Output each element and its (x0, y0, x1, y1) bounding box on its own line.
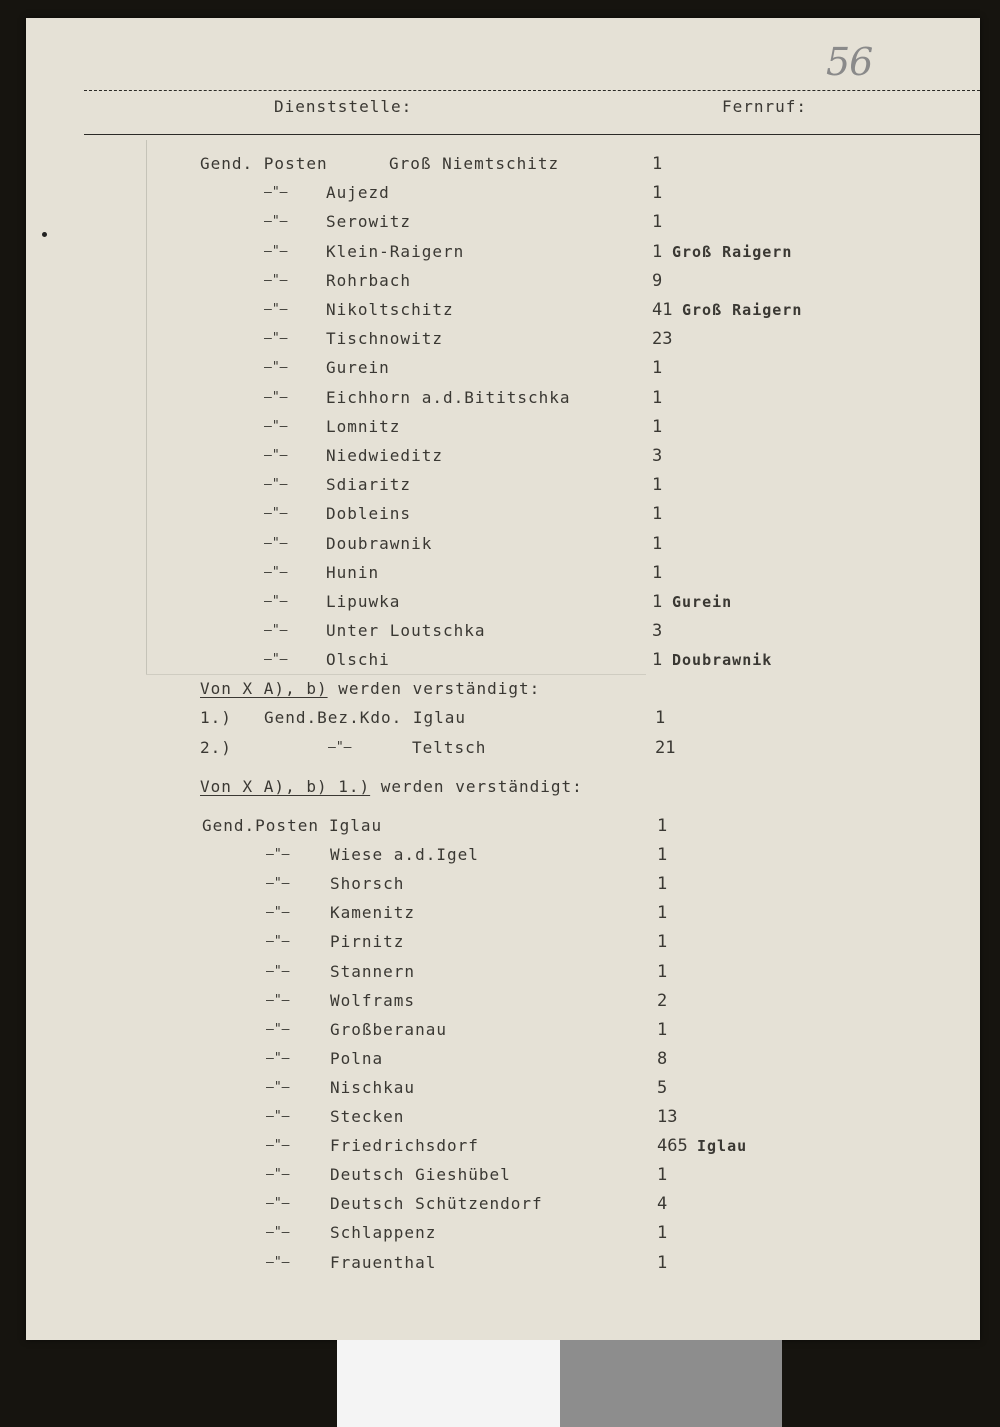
post-name: Iglau (329, 816, 383, 835)
post-name: Rohrbach (326, 270, 412, 290)
post-phone: 1 (652, 212, 663, 233)
ditto-mark: –"– (264, 418, 288, 434)
notice-1 (200, 679, 540, 699)
post-phone: 1 (652, 416, 663, 437)
post-name: Großberanau (330, 1019, 447, 1039)
post-name: Dobleins (326, 504, 412, 524)
ditto-mark: –"– (266, 1225, 290, 1241)
post-prefix: Gend. Posten (200, 154, 328, 173)
ditto-mark: –"– (328, 740, 352, 755)
ditto-mark: –"– (264, 652, 288, 668)
ditto-mark: –"– (266, 847, 290, 863)
post-name: Shorsch (330, 874, 405, 894)
post-name: Niedwieditz (326, 446, 443, 465)
post-name: Wiese a.d.Igel (330, 845, 479, 865)
ditto-mark: –"– (264, 594, 288, 609)
notice-2-ref: Von X A), b) 1.) (200, 777, 371, 796)
exchange-note: Groß Raigern (682, 301, 803, 319)
notified-2-index: 2.) (200, 738, 232, 757)
notified-1-phone: 1 (655, 708, 666, 728)
post-name: Olschi (326, 650, 390, 670)
notified-1-index: 1.) (200, 708, 232, 727)
ditto-mark: –"– (266, 934, 290, 950)
ditto-mark: –"– (266, 876, 290, 892)
ditto-mark: –"– (266, 1138, 290, 1154)
ditto-mark: –"– (264, 331, 288, 347)
post-phone: 1 (652, 504, 663, 525)
notice-2 (200, 777, 583, 797)
ditto-mark: –"– (266, 905, 290, 921)
ditto-mark: –"– (266, 1167, 290, 1183)
ditto-mark: –"– (264, 477, 288, 493)
exchange-note: Iglau (697, 1137, 748, 1156)
post-phone: 1 (652, 154, 663, 174)
header-bottom-rule (84, 134, 980, 135)
margin-guide-line (146, 140, 147, 674)
post-phone: 1 (657, 845, 668, 866)
ditto-mark: –"– (266, 1109, 290, 1124)
post-name: Doubrawnik (326, 533, 433, 553)
post-phone: 1 (652, 592, 663, 612)
post-phone: 23 (652, 329, 673, 350)
notice-2-text: werden verständigt: (370, 777, 583, 796)
ditto-mark: –"– (264, 448, 288, 463)
post-name: Schlappenz (330, 1223, 437, 1243)
post-phone: 4 (657, 1194, 668, 1215)
ditto-mark: –"– (264, 243, 288, 259)
notice-1-text: werden verständigt: (327, 679, 541, 698)
ditto-mark: –"– (264, 214, 288, 230)
post-phone: 1 (652, 533, 663, 554)
post-name: Nischkau (330, 1077, 416, 1097)
margin-guide-bottom (146, 674, 646, 675)
ditto-mark: –"– (264, 564, 288, 580)
notified-1-text: Gend.Bez.Kdo. Iglau (264, 708, 467, 727)
post-phone: 465 (657, 1136, 688, 1157)
post-phone: 3 (652, 621, 663, 642)
post-name: Aujezd (326, 183, 390, 203)
post-name: Groß Niemtschitz (389, 154, 560, 173)
post-phone: 1 (652, 650, 663, 671)
post-phone: 2 (657, 990, 668, 1011)
post-name: Lomnitz (326, 416, 401, 436)
post-phone: 1 (657, 874, 668, 895)
post-name: Lipuwka (326, 592, 401, 611)
post-name: Frauenthal (330, 1252, 437, 1272)
post-phone: 1 (652, 475, 663, 496)
post-phone: 1 (657, 816, 668, 836)
ditto-mark: –"– (264, 185, 288, 201)
ditto-mark: –"– (266, 1196, 290, 1212)
post-name: Friedrichsdorf (330, 1136, 479, 1156)
ditto-mark: –"– (264, 506, 288, 522)
ditto-mark: –"– (266, 1079, 290, 1095)
post-phone: 5 (657, 1077, 668, 1098)
ditto-mark: –"– (266, 992, 290, 1008)
post-phone: 1 (652, 562, 663, 583)
post-name: Stecken (330, 1107, 405, 1126)
post-phone: 1 (657, 903, 668, 924)
header-top-rule (84, 90, 980, 91)
color-calibration-gray (560, 1340, 782, 1427)
notified-2-text: Teltsch (412, 738, 487, 757)
post-name: Deutsch Schützendorf (330, 1194, 543, 1214)
post-name: Hunin (326, 562, 380, 582)
post-phone: 1 (657, 1252, 668, 1273)
phone-column-header: Fernruf: (722, 97, 808, 116)
post-phone: 1 (657, 1165, 668, 1186)
color-calibration-white (337, 1340, 560, 1427)
post-name: Pirnitz (330, 932, 405, 952)
post-phone: 13 (657, 1107, 678, 1127)
post-phone: 1 (652, 387, 663, 408)
exchange-note: Groß Raigern (672, 242, 793, 261)
ditto-mark: –"– (264, 272, 288, 288)
post-name: Gurein (326, 358, 390, 378)
post-phone: 1 (657, 1019, 668, 1040)
post-prefix: Gend.Posten (202, 816, 319, 835)
ditto-mark: –"– (264, 302, 288, 317)
post-phone: 41 (652, 300, 673, 320)
post-name: Serowitz (326, 212, 412, 232)
post-name: Wolframs (330, 990, 416, 1010)
post-name: Unter Loutschka (326, 621, 486, 641)
ditto-mark: –"– (266, 1254, 290, 1270)
post-name: Deutsch Gieshübel (330, 1165, 511, 1185)
ditto-mark: –"– (266, 1021, 290, 1037)
ditto-mark: –"– (266, 1050, 290, 1066)
notice-1-ref: Von X A), b) (200, 679, 328, 698)
post-name: Kamenitz (330, 903, 416, 923)
ditto-mark: –"– (264, 360, 288, 376)
ditto-mark: –"– (264, 535, 288, 551)
post-phone: 1 (657, 932, 668, 953)
ditto-mark: –"– (266, 963, 290, 979)
punch-mark (42, 232, 47, 237)
exchange-note: Doubrawnik (672, 651, 773, 670)
post-name: Tischnowitz (326, 329, 443, 349)
ditto-mark: –"– (264, 389, 288, 405)
post-phone: 1 (652, 241, 663, 262)
exchange-note: Gurein (672, 593, 733, 611)
post-name: Polna (330, 1048, 384, 1068)
post-name: Sdiaritz (326, 475, 412, 495)
post-phone: 1 (657, 961, 668, 982)
notified-2-phone: 21 (655, 738, 676, 758)
post-name: Klein-Raigern (326, 241, 465, 261)
post-phone: 1 (652, 358, 663, 379)
office-column-header: Dienststelle: (274, 97, 413, 116)
post-phone: 8 (657, 1048, 668, 1069)
post-phone: 1 (652, 183, 663, 204)
post-name: Stannern (330, 961, 416, 981)
post-name: Eichhorn a.d.Bititschka (326, 387, 571, 407)
post-phone: 1 (657, 1223, 668, 1244)
page-number: 56 (826, 40, 873, 84)
post-name: Nikoltschitz (326, 300, 454, 319)
post-phone: 9 (652, 270, 663, 291)
ditto-mark: –"– (264, 623, 288, 639)
post-phone: 3 (652, 446, 663, 466)
